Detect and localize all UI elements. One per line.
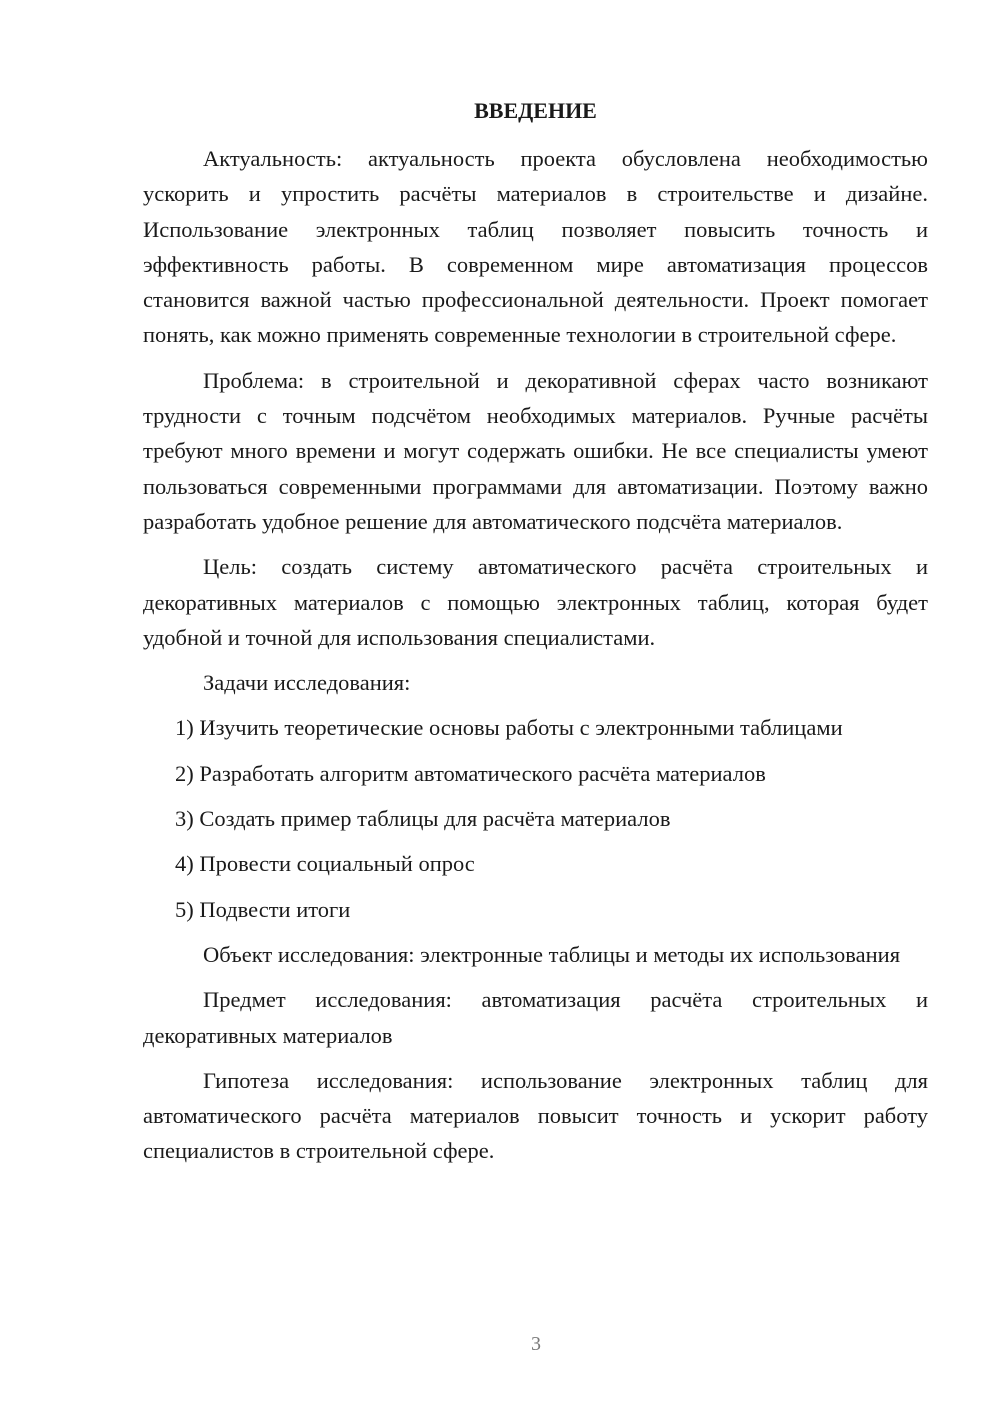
relevance-paragraph: Актуальность: актуальность проекта обусловлена необходимостью ускорить и упростить расчёты материалов в строительстве и дизайне. Использование электронных таблиц позволяет повысить точность и эффективность работы. В современном мире автоматизация процессов становится важной частью профессиональной деятельности. Проект помогает понять, как можно применять современные технологии в строительной сфере.: [143, 146, 928, 348]
task-item: 4) Провести социальный опрос: [175, 851, 475, 877]
task-item: 5) Подвести итоги: [175, 896, 351, 922]
problem-paragraph: Проблема: в строительной и декоративной сферах часто возникают трудности с точным подсчётом необходимых материалов. Ручные расчёты требуют много времени и могут содержать ошибки. Не все специалисты умеют пользоваться современными программами для автоматизации. Поэтому важно разработать удобное решение для автоматического подсчёта материалов.: [143, 367, 928, 534]
page-number: 3: [531, 1333, 541, 1355]
page-title: ВВЕДЕНИЕ: [474, 98, 597, 123]
task-item: 2) Разработать алгоритм автоматического расчёта материалов: [175, 760, 766, 786]
hypothesis-paragraph: Гипотеза исследования: использование электронных таблиц для автоматического расчёта материалов повысит точность и ускорит работу специалистов в строительной сфере.: [143, 1067, 928, 1164]
tasks-heading: Задачи исследования:: [203, 670, 411, 696]
object-paragraph: Объект исследования: электронные таблицы и методы их использования: [203, 941, 901, 967]
task-item: 1) Изучить теоретические основы работы с электронными таблицами: [175, 715, 843, 741]
goal-paragraph: Цель: создать систему автоматического расчёта строительных и декоративных материалов с помощью электронных таблиц, которая будет удобной и точной для использования специалистами.: [143, 554, 928, 650]
subject-paragraph: Предмет исследования: автоматизация расчёта строительных и декоративных материалов: [143, 987, 928, 1048]
document-body: [143, 141, 928, 1179]
task-list: [143, 710, 928, 926]
task-item: 3) Создать пример таблицы для расчёта материалов: [175, 806, 671, 832]
